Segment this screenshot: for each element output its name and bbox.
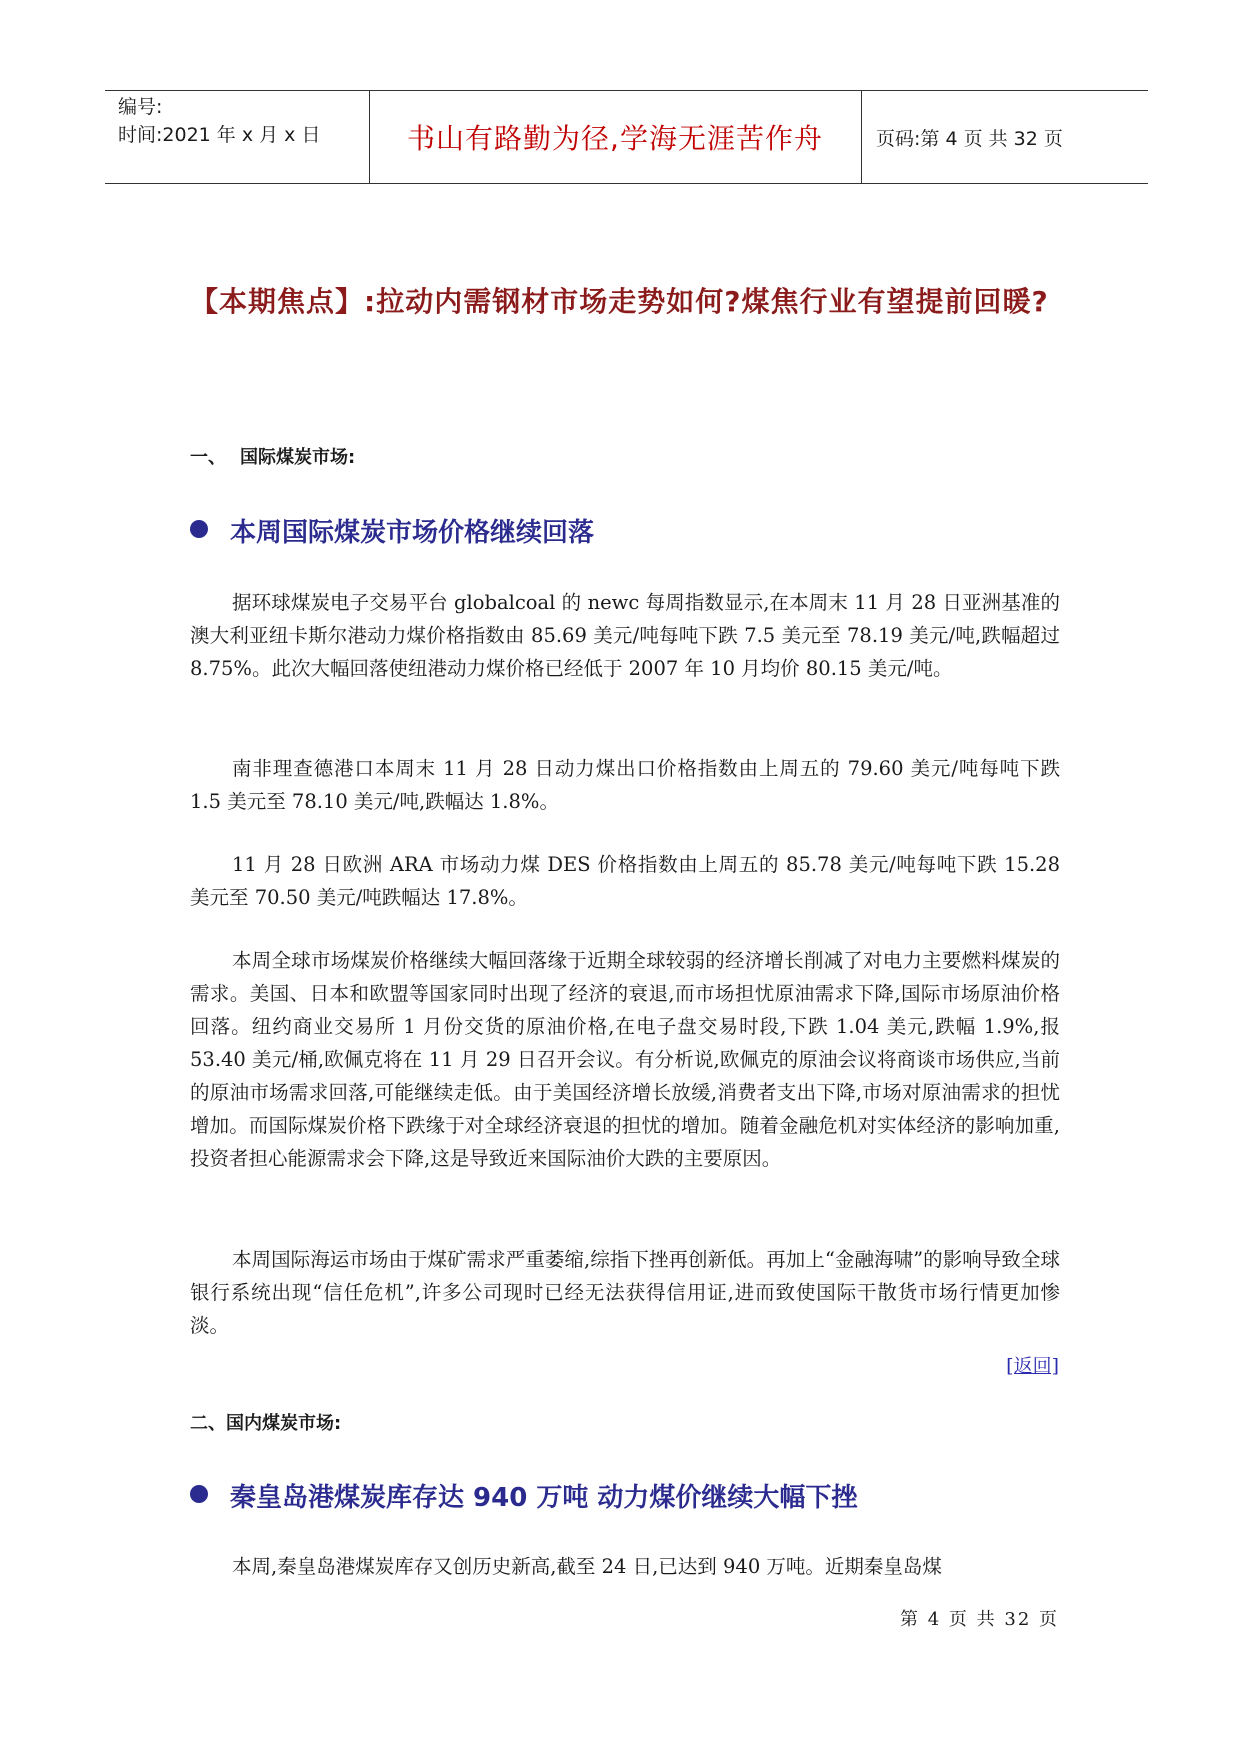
paragraph: 本周全球市场煤炭价格继续大幅回落缘于近期全球较弱的经济增长削减了对电力主要燃料煤炭的需求。美国、日本和欧盟等国家同时出现了经济的衰退,而市场担忧原油需求下降,国际市场原油价格回落。纽约商业交易所 1 月份交货的原油价格,在电子盘交易时段,下跌 1.04 美元,跌幅 1.9%,报 53.40 美元/桶,欧佩克将在 11 月 29 日召开会议。有分析说,欧佩克的原油会议将商谈市场供应,当前的原油市场需求回落,可能继续走低。由于美国经济增长放缓,消费者支出下降,市场对原油需求的担忧增加。而国际煤炭价格下跌缘于对全球经济衰退的担忧的增加。随着金融危机对实体经济的影响加重,投资者担心能源需求会下降,这是导致近来国际油价大跌的主要原因。 — [190, 949, 1060, 1170]
paragraph: 本周,秦皇岛港煤炭库存又创历史新高,截至 24 日,已达到 940 万吨。近期秦皇岛煤 — [232, 1555, 942, 1578]
bullet-icon — [190, 1485, 208, 1503]
section-2-headline-text: 秦皇岛港煤炭库存达 940 万吨 动力煤价继续大幅下挫 — [230, 1483, 858, 1513]
page-footer: 第 4 页 共 32 页 — [900, 1609, 1059, 1630]
section-1-headline — [190, 512, 594, 549]
section-1-headline-text: 本周国际煤炭市场价格继续回落 — [230, 518, 595, 548]
header-bottom-rule — [105, 183, 1148, 184]
back-link[interactable]: [返回] — [1006, 1355, 1059, 1377]
header-time-label: 时间:2021 年 x 月 x 日 — [118, 124, 321, 146]
header-top-rule — [105, 90, 1148, 91]
header-motto: 书山有路勤为径,学海无涯苦作舟 — [407, 122, 823, 155]
section-2-headline — [190, 1477, 857, 1514]
section-1-number: 一、 — [190, 447, 226, 468]
header-divider-right — [861, 90, 862, 183]
header-number-label: 编号: — [118, 96, 163, 118]
section-1-title: 国际煤炭市场: — [240, 447, 356, 468]
section-1-heading — [190, 443, 355, 469]
header-page-label: 页码:第 4 页 共 32 页 — [876, 128, 1063, 150]
bullet-icon — [190, 520, 208, 538]
section-2-heading: 二、国内煤炭市场: — [190, 1413, 342, 1434]
paragraph: 本周国际海运市场由于煤矿需求严重萎缩,综指下挫再创新低。再加上“金融海啸”的影响导致全球银行系统出现“信任危机”,许多公司现时已经无法获得信用证,进而致使国际干散货市场行情更加惨淡。 — [190, 1248, 1060, 1337]
header-meta — [118, 93, 320, 149]
focus-title: 【本期焦点】:拉动内需钢材市场走势如何?煤焦行业有望提前回暖? — [190, 285, 1049, 318]
paragraph: 11 月 28 日欧洲 ARA 市场动力煤 DES 价格指数由上周五的 85.78 美元/吨每吨下跌 15.28 美元至 70.50 美元/吨跌幅达 17.8%。 — [190, 853, 1060, 909]
paragraph: 南非理查德港口本周末 11 月 28 日动力煤出口价格指数由上周五的 79.60 美元/吨每吨下跌 1.5 美元至 78.10 美元/吨,跌幅达 1.8%。 — [190, 757, 1060, 813]
paragraph: 据环球煤炭电子交易平台 globalcoal 的 newc 每周指数显示,在本周末 11 月 28 日亚洲基准的澳大利亚纽卡斯尔港动力煤价格指数由 85.69 美元/吨每吨下跌 7.5 美元至 78.19 美元/吨,跌幅超过 8.75%。此次大幅回落使纽港动力煤价格已经低于 2007 年 10 月均价 80.15 美元/吨。 — [190, 591, 1060, 680]
